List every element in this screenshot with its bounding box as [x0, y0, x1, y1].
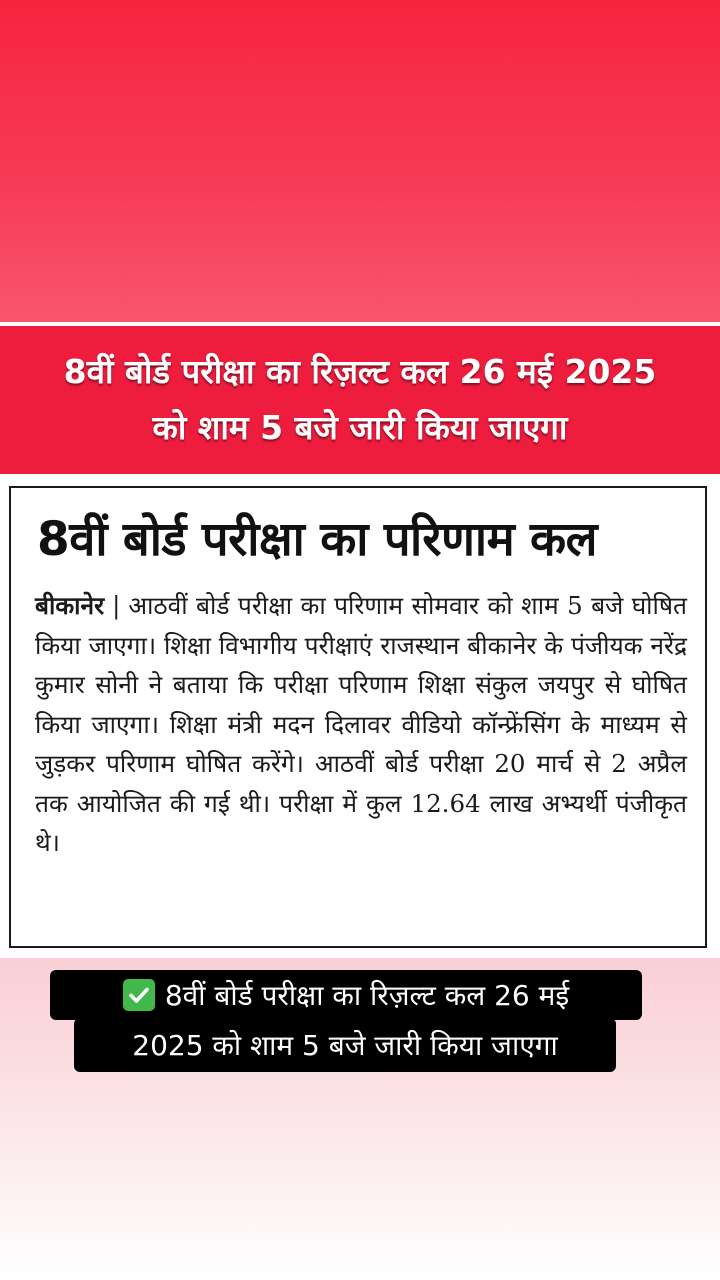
caption-line-1: 8वीं बोर्ड परीक्षा का रिज़ल्ट कल 26 मई	[164, 979, 570, 1012]
caption-line-2-box	[74, 1018, 616, 1072]
check-mark-icon	[123, 979, 155, 1011]
newspaper-clipping	[9, 486, 707, 948]
headline-banner	[0, 326, 720, 474]
headline-line-1: 8वीं बोर्ड परीक्षा का रिज़ल्ट कल 26 मई 2025	[63, 352, 657, 391]
caption-overlay	[50, 970, 670, 1100]
clipping-body	[35, 586, 687, 863]
caption-line-1-box	[50, 970, 642, 1020]
top-color-band	[0, 0, 720, 322]
clipping-text: आठवीं बोर्ड परीक्षा का परिणाम सोमवार को शाम 5 बजे घोषित किया जाएगा। शिक्षा विभागीय परीक्षाएं राजस्थान बीकानेर के पंजीयक नरेंद्र कुमार सोनी ने बताया कि परीक्षा परिणाम शिक्षा संकुल जयपुर से घोषित किया जाएगा। शिक्षा मंत्री मदन दिलावर वीडियो कॉन्फ्रेंसिंग के माध्यम से जुड़कर परिणाम घोषित करेंगे। आठवीं बोर्ड परीक्षा 20 मार्च से 2 अप्रैल तक आयोजित की गई थी। परीक्षा में कुल 12.64 लाख अभ्यर्थी पंजीकृत थे।	[35, 591, 687, 857]
headline-line-2: को शाम 5 बजे जारी किया जाएगा	[152, 408, 568, 447]
clipping-separator: |	[112, 591, 121, 620]
clipping-title: 8वीं बोर्ड परीक्षा का परिणाम कल	[37, 512, 598, 567]
caption-line-2: 2025 को शाम 5 बजे जारी किया जाएगा	[132, 1029, 558, 1062]
clipping-dateline: बीकानेर	[35, 591, 105, 620]
